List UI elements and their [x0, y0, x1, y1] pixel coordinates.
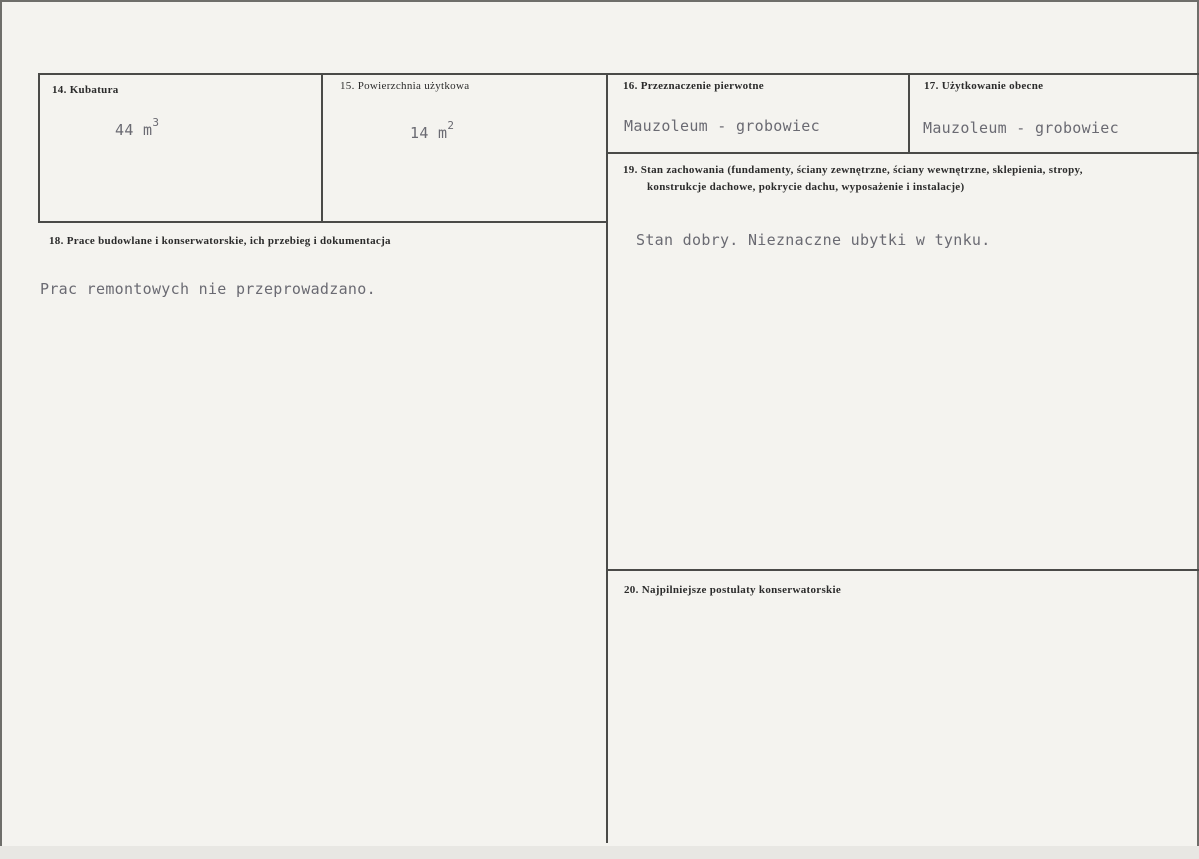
- field-15-label: 15. Powierzchnia użytkowa: [340, 80, 470, 92]
- divider-16-17: [908, 73, 910, 153]
- field-19-label-line1: 19. Stan zachowania (fundamenty, ściany zewnętrzne, ściany wewnętrzne, sklepienia, stropy,: [623, 164, 1083, 176]
- field-18-value: Prac remontowych nie przeprowadzano.: [40, 280, 376, 298]
- field-16-value: Mauzoleum - grobowiec: [624, 117, 820, 135]
- field-15-value: 14 $m^2$: [410, 119, 455, 142]
- bottom-strip: [0, 846, 1199, 859]
- divider-15-16: [606, 73, 608, 843]
- field-16-label: 16. Przeznaczenie pierwotne: [623, 80, 764, 92]
- field-18-label: 18. Prace budowlane i konserwatorskie, ich przebieg i dokumentacja: [49, 235, 391, 247]
- divider-14-15: [321, 73, 323, 223]
- rule-under-16-17: [606, 152, 1199, 154]
- field-17-value: Mauzoleum - grobowiec: [923, 119, 1119, 137]
- left-rule: [38, 73, 40, 223]
- field-20-label: 20. Najpilniejsze postulaty konserwatorskie: [624, 584, 842, 596]
- field-17-label: 17. Użytkowanie obecne: [924, 80, 1044, 92]
- field-14-label: 14. Kubatura: [52, 84, 119, 96]
- rule-under-14-15: [38, 221, 608, 223]
- top-rule: [38, 73, 1199, 75]
- rule-under-19: [606, 569, 1199, 571]
- field-19-label-line2: konstrukcje dachowe, pokrycie dachu, wyposażenie i instalacje): [647, 181, 965, 193]
- field-19-value: Stan dobry. Nieznaczne ubytki w tynku.: [636, 231, 991, 249]
- field-14-value: 44 $m^3$: [115, 116, 160, 139]
